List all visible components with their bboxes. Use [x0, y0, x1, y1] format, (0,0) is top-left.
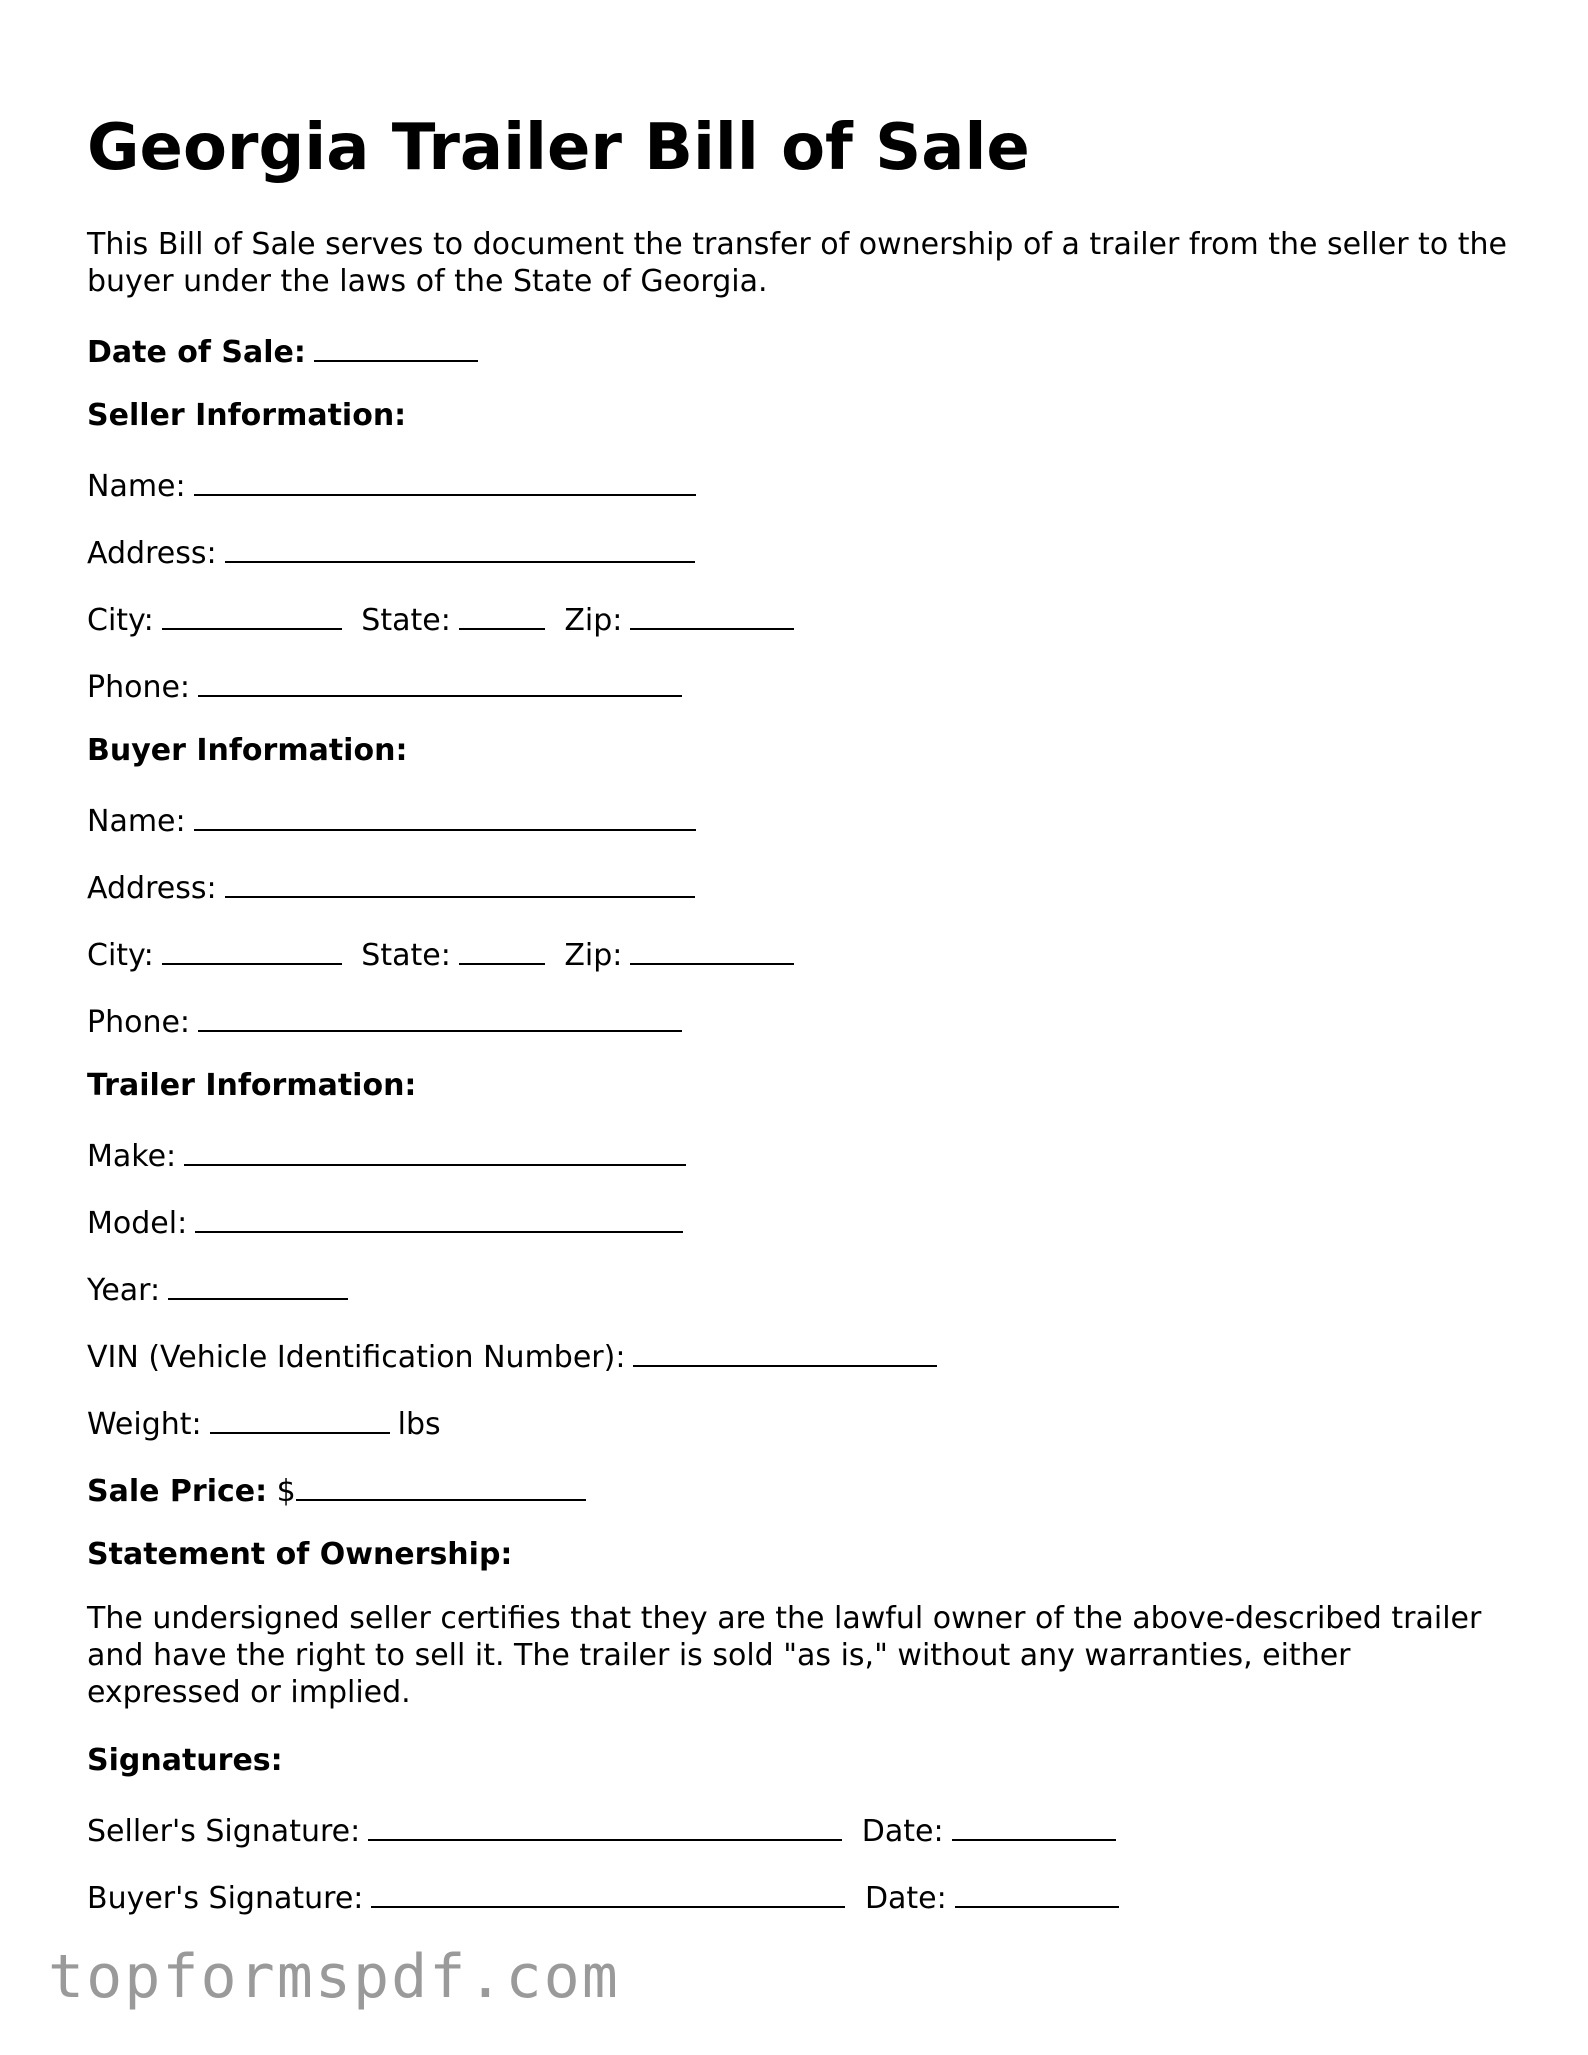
sale-price-field[interactable]	[296, 1469, 586, 1501]
buyer-signature-field[interactable]	[371, 1876, 845, 1908]
buyer-address-label: Address:	[87, 871, 217, 906]
buyer-name-field[interactable]	[194, 799, 696, 831]
seller-address-label: Address:	[87, 536, 217, 571]
seller-name-field[interactable]	[194, 464, 696, 496]
seller-phone-field[interactable]	[198, 665, 682, 697]
buyer-zip-label: Zip:	[564, 938, 623, 973]
buyer-phone-field[interactable]	[198, 1000, 682, 1032]
trailer-make-row	[87, 1134, 686, 1175]
seller-address-row	[87, 531, 695, 572]
buyer-city-label: City:	[87, 938, 154, 973]
seller-signature-label: Seller's Signature:	[87, 1814, 361, 1849]
buyer-state-field[interactable]	[459, 933, 545, 965]
trailer-heading: Trailer Information:	[87, 1068, 417, 1103]
buyer-state-label: State:	[361, 938, 451, 973]
trailer-model-row	[87, 1201, 683, 1242]
buyer-address-row	[87, 866, 695, 907]
sale-price-currency: $	[276, 1474, 296, 1509]
seller-city-label: City:	[87, 603, 154, 638]
sale-price-row	[87, 1469, 586, 1510]
buyer-signature-label: Buyer's Signature:	[87, 1881, 364, 1916]
seller-heading: Seller Information:	[87, 398, 407, 433]
trailer-weight-unit: lbs	[397, 1407, 441, 1442]
seller-signature-date-field[interactable]	[952, 1809, 1116, 1841]
seller-state-label: State:	[361, 603, 451, 638]
date-of-sale-row	[87, 330, 478, 371]
buyer-address-field[interactable]	[225, 866, 695, 898]
buyer-city-field[interactable]	[162, 933, 342, 965]
seller-address-field[interactable]	[225, 531, 695, 563]
seller-city-state-zip-row	[87, 598, 794, 639]
buyer-signature-date-label: Date:	[864, 1881, 947, 1916]
trailer-weight-row	[87, 1402, 441, 1443]
seller-zip-label: Zip:	[564, 603, 623, 638]
seller-phone-row	[87, 665, 682, 706]
buyer-signature-date-field[interactable]	[955, 1876, 1119, 1908]
trailer-make-label: Make:	[87, 1139, 177, 1174]
buyer-city-state-zip-row	[87, 933, 794, 974]
page-title: Georgia Trailer Bill of Sale	[87, 111, 1030, 185]
seller-name-label: Name:	[87, 469, 186, 504]
buyer-phone-label: Phone:	[87, 1005, 191, 1040]
buyer-heading: Buyer Information:	[87, 733, 408, 768]
buyer-signature-row	[87, 1876, 1119, 1917]
seller-state-field[interactable]	[459, 598, 545, 630]
trailer-vin-field[interactable]	[633, 1335, 937, 1367]
statement-text: The undersigned seller certifies that they are the lawful owner of the above-described trailer and have the right to sell it. The trailer is sold "as is," without any warranties, either expressed or implied.	[87, 1601, 1482, 1710]
seller-signature-row	[87, 1809, 1116, 1850]
date-of-sale-label: Date of Sale:	[87, 335, 306, 370]
statement-heading: Statement of Ownership:	[87, 1537, 513, 1572]
seller-name-row	[87, 464, 696, 505]
trailer-year-field[interactable]	[168, 1268, 348, 1300]
intro-paragraph: This Bill of Sale serves to document the transfer of ownership of a trailer from the seller to the buyer under the laws of the State of Georgia.	[87, 227, 1507, 299]
date-of-sale-field[interactable]	[314, 330, 478, 362]
trailer-model-label: Model:	[87, 1206, 188, 1241]
buyer-phone-row	[87, 1000, 682, 1041]
seller-phone-label: Phone:	[87, 670, 191, 705]
seller-zip-field[interactable]	[630, 598, 794, 630]
seller-signature-date-label: Date:	[861, 1814, 944, 1849]
trailer-year-row	[87, 1268, 348, 1309]
trailer-vin-label: VIN (Vehicle Identification Number):	[87, 1340, 626, 1375]
buyer-name-label: Name:	[87, 804, 186, 839]
trailer-make-field[interactable]	[184, 1134, 686, 1166]
sale-price-label: Sale Price:	[87, 1474, 268, 1509]
trailer-weight-label: Weight:	[87, 1407, 202, 1442]
trailer-weight-field[interactable]	[210, 1402, 390, 1434]
trailer-year-label: Year:	[87, 1273, 161, 1308]
seller-signature-field[interactable]	[368, 1809, 842, 1841]
trailer-model-field[interactable]	[195, 1201, 683, 1233]
buyer-name-row	[87, 799, 696, 840]
seller-city-field[interactable]	[162, 598, 342, 630]
buyer-zip-field[interactable]	[630, 933, 794, 965]
signatures-heading: Signatures:	[87, 1743, 283, 1778]
watermark-text: topformspdf.com	[48, 1942, 620, 2012]
trailer-vin-row	[87, 1335, 937, 1376]
